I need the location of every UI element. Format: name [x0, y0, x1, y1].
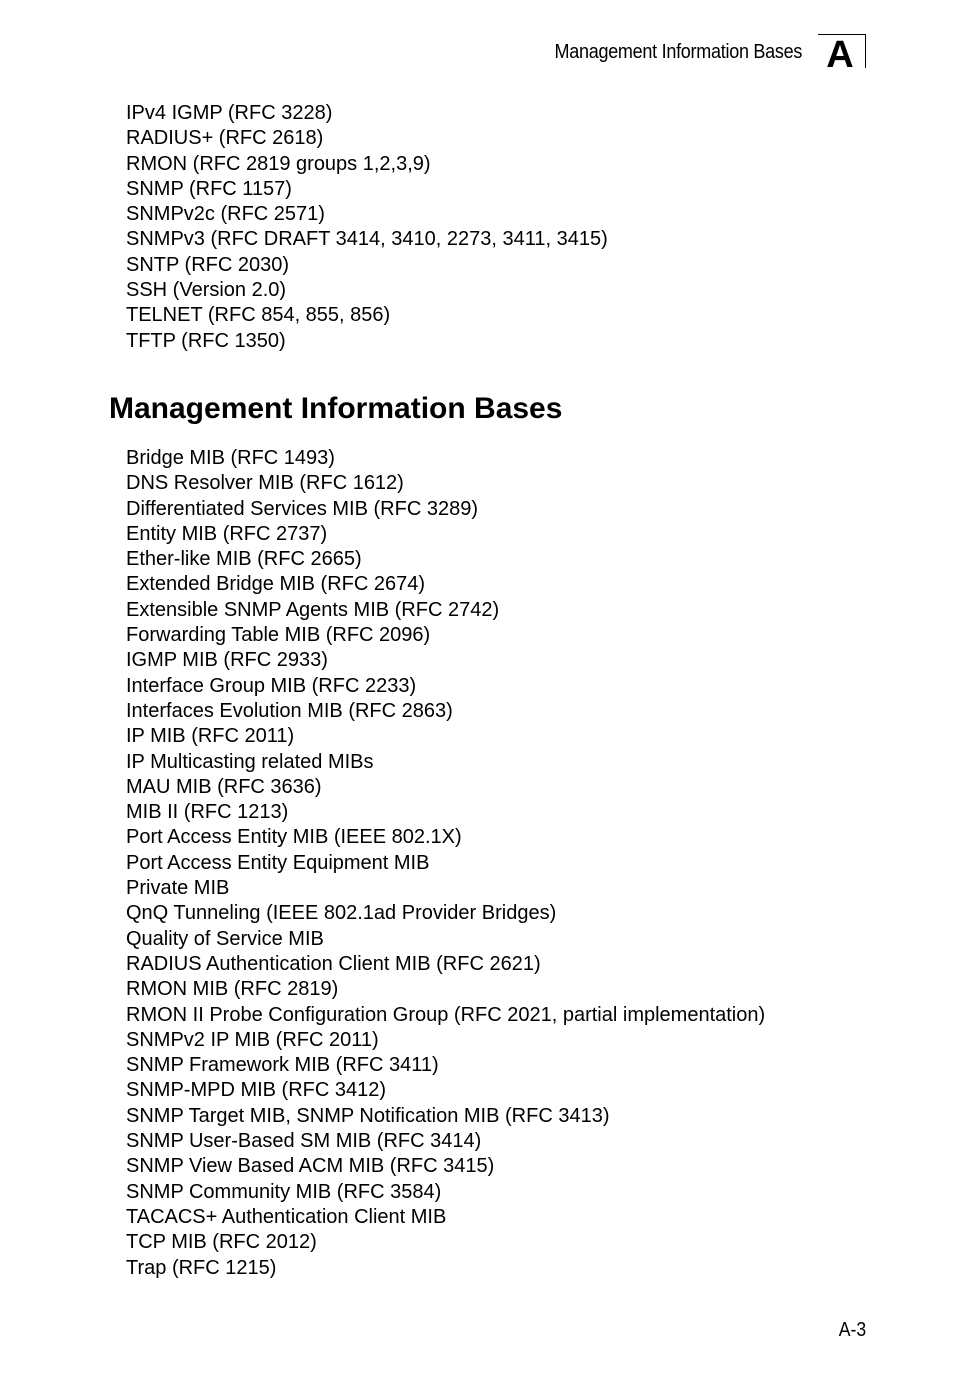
list-item: Entity MIB (RFC 2737) [126, 522, 328, 545]
appendix-tab [818, 34, 866, 68]
protocol-list [126, 101, 608, 354]
list-item: RADIUS Authentication Client MIB (RFC 2621) [126, 952, 541, 975]
list-item: TCP MIB (RFC 2012) [126, 1231, 317, 1254]
list-item: Differentiated Services MIB (RFC 3289) [126, 497, 478, 520]
list-item: Extensible SNMP Agents MIB (RFC 2742) [126, 598, 500, 621]
list-item: TACACS+ Authentication Client MIB [126, 1205, 447, 1228]
page-number: A-3 [838, 1319, 866, 1341]
list-item: TELNET (RFC 854, 855, 856) [126, 304, 391, 327]
list-item: SNMP User-Based SM MIB (RFC 3414) [126, 1130, 482, 1153]
list-item: Ether-like MIB (RFC 2665) [126, 548, 362, 571]
list-item: Port Access Entity MIB (IEEE 802.1X) [126, 826, 462, 849]
list-item: SNMPv2 IP MIB (RFC 2011) [126, 1028, 379, 1051]
list-item: DNS Resolver MIB (RFC 1612) [126, 472, 404, 495]
list-item: SNMP View Based ACM MIB (RFC 3415) [126, 1155, 495, 1178]
list-item: MIB II (RFC 1213) [126, 801, 289, 824]
section-heading: Management Information Bases [109, 392, 563, 425]
list-item: SNMP Framework MIB (RFC 3411) [126, 1054, 439, 1077]
list-item: IP MIB (RFC 2011) [126, 725, 295, 748]
list-item: Trap (RFC 1215) [126, 1256, 277, 1279]
list-item: MAU MIB (RFC 3636) [126, 775, 322, 798]
list-item: SNMP (RFC 1157) [126, 177, 292, 200]
list-item: Interfaces Evolution MIB (RFC 2863) [126, 699, 453, 722]
mib-list [126, 446, 765, 1281]
list-item: Forwarding Table MIB (RFC 2096) [126, 624, 431, 647]
list-item: QnQ Tunneling (IEEE 802.1ad Provider Bridges) [126, 902, 557, 925]
list-item: RMON (RFC 2819 groups 1,2,3,9) [126, 152, 431, 175]
list-item: Port Access Entity Equipment MIB [126, 851, 430, 874]
list-item: Bridge MIB (RFC 1493) [126, 447, 335, 469]
appendix-letter-icon [818, 37, 864, 69]
running-header-title: Management Information Bases [554, 41, 802, 63]
list-item: RADIUS+ (RFC 2618) [126, 127, 324, 150]
list-item: Quality of Service MIB [126, 927, 324, 950]
list-item: Interface Group MIB (RFC 2233) [126, 674, 417, 697]
list-item: IGMP MIB (RFC 2933) [126, 649, 328, 672]
list-item: SNMPv2c (RFC 2571) [126, 203, 325, 226]
list-item: RMON II Probe Configuration Group (RFC 2021, partial implementation) [126, 1003, 766, 1026]
list-item: SNMP Community MIB (RFC 3584) [126, 1180, 442, 1203]
list-item: IPv4 IGMP (RFC 3228) [126, 102, 333, 124]
list-item: SSH (Version 2.0) [126, 279, 287, 302]
list-item: TFTP (RFC 1350) [126, 329, 286, 352]
running-header [527, 36, 866, 68]
list-item: Private MIB [126, 877, 230, 900]
list-item: Extended Bridge MIB (RFC 2674) [126, 573, 426, 596]
list-item: SNMP-MPD MIB (RFC 3412) [126, 1079, 387, 1102]
list-item: SNMP Target MIB, SNMP Notification MIB (RFC 3413) [126, 1104, 610, 1127]
list-item: RMON MIB (RFC 2819) [126, 978, 339, 1001]
list-item: SNMPv3 (RFC DRAFT 3414, 3410, 2273, 3411, 3415) [126, 228, 608, 251]
svg-text:A: A [826, 37, 854, 69]
list-item: SNTP (RFC 2030) [126, 253, 290, 276]
list-item: IP Multicasting related MIBs [126, 750, 374, 773]
